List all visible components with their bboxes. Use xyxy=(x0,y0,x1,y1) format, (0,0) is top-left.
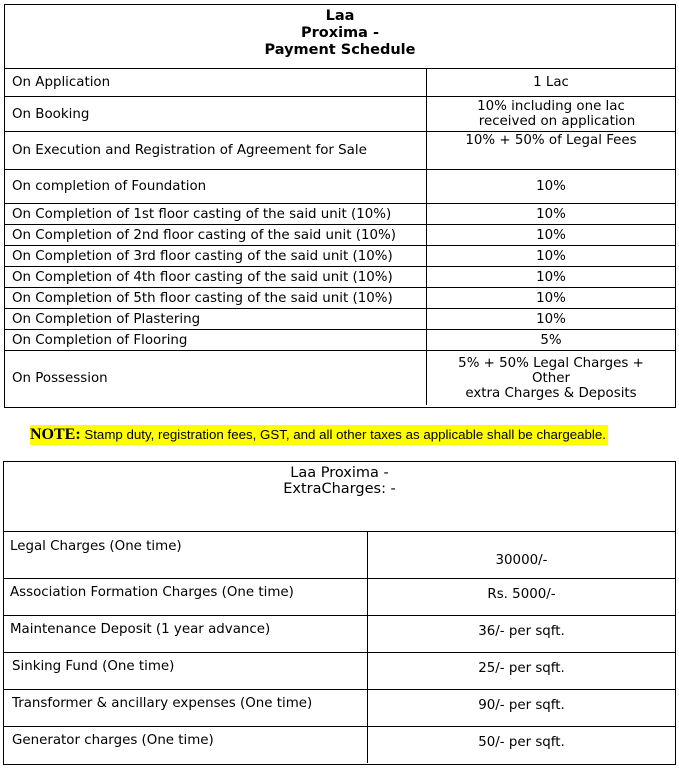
table-row xyxy=(5,246,675,267)
stage-cell: On Completion of 4th floor casting of the said unit (10%) xyxy=(5,267,427,287)
payment-text: 10% xyxy=(536,179,566,194)
payment-text: 10% xyxy=(536,311,566,327)
charge-item-cell: Association Formation Charges (One time) xyxy=(4,579,368,615)
payment-cell xyxy=(427,267,675,287)
table-row xyxy=(5,170,675,204)
table-row xyxy=(5,97,675,132)
charge-item-cell: Sinking Fund (One time) xyxy=(4,653,368,689)
charge-amount-cell: 90/- per sqft. xyxy=(478,698,565,713)
extra-charges-title xyxy=(4,462,675,532)
payment-text: 5% + 50% Legal Charges + xyxy=(458,355,644,371)
title-line: ExtraCharges: - xyxy=(283,481,396,497)
payment-cell xyxy=(427,330,675,350)
title-line: Laa Proxima - xyxy=(290,465,389,481)
stage-cell: On Possession xyxy=(5,351,427,405)
title-line: Payment Schedule xyxy=(264,42,416,58)
stage-cell: On Completion of 3rd floor casting of the said unit (10%) xyxy=(5,246,427,266)
table-row xyxy=(5,351,675,405)
payment-text: 10% xyxy=(536,290,566,306)
table-row xyxy=(5,225,675,246)
stage-cell: On Application xyxy=(5,69,427,96)
payment-text: 10% including one lac xyxy=(477,99,625,114)
tax-note xyxy=(30,425,608,445)
payment-cell xyxy=(427,246,675,266)
payment-text: 10% xyxy=(536,248,566,264)
stage-cell: On Completion of 5th floor casting of the said unit (10%) xyxy=(5,288,427,308)
charge-amount-cell: Rs. 5000/- xyxy=(487,587,556,602)
payment-text: 10% xyxy=(536,269,566,285)
table-row xyxy=(5,330,675,351)
charge-item-cell: Maintenance Deposit (1 year advance) xyxy=(4,616,368,652)
table-row xyxy=(4,690,675,727)
table-row xyxy=(5,204,675,225)
table-row xyxy=(4,727,675,763)
title-line: Proxima - xyxy=(300,25,380,41)
payment-cell xyxy=(427,309,675,329)
stage-cell: On Completion of 1st floor casting of the said unit (10%) xyxy=(5,204,427,224)
payment-cell xyxy=(427,351,675,405)
payment-text: 10% + 50% of Legal Fees xyxy=(465,133,637,148)
payment-text: 10% xyxy=(536,227,566,243)
payment-text: received on application xyxy=(478,114,636,129)
table-row xyxy=(4,653,675,690)
payment-cell xyxy=(427,204,675,224)
payment-text: 5% xyxy=(540,332,562,348)
payment-schedule-title xyxy=(5,5,675,69)
payment-schedule-table xyxy=(4,4,676,408)
payment-cell xyxy=(427,288,675,308)
note-label: NOTE: xyxy=(30,426,81,443)
table-row xyxy=(4,532,675,579)
table-row xyxy=(5,288,675,309)
payment-text: Other xyxy=(531,370,571,386)
payment-text: 10% xyxy=(536,206,566,222)
table-row xyxy=(4,579,675,616)
stage-cell: On Completion of Flooring xyxy=(5,330,427,350)
table-row xyxy=(5,132,675,170)
table-row xyxy=(5,267,675,288)
stage-cell: On Completion of Plastering xyxy=(5,309,427,329)
payment-cell xyxy=(427,225,675,245)
charge-item-cell: Generator charges (One time) xyxy=(4,727,368,763)
charge-amount-cell: 25/- per sqft. xyxy=(478,661,565,676)
charge-amount-cell: 30000/- xyxy=(495,553,548,568)
table-row xyxy=(5,69,675,97)
payment-cell xyxy=(427,170,675,203)
payment-cell xyxy=(427,69,675,96)
charge-item-cell: Transformer & ancillary expenses (One time) xyxy=(4,690,368,726)
title-line: Laa xyxy=(325,8,355,24)
payment-cell xyxy=(427,97,675,131)
stage-cell: On completion of Foundation xyxy=(5,170,427,203)
payment-cell xyxy=(427,132,675,169)
table-row xyxy=(4,616,675,653)
charge-amount-cell: 36/- per sqft. xyxy=(478,624,565,639)
extra-charges-table xyxy=(3,461,676,765)
charge-item-cell: Legal Charges (One time) xyxy=(4,532,368,578)
stage-cell: On Booking xyxy=(5,97,427,131)
stage-cell: On Execution and Registration of Agreement for Sale xyxy=(5,132,427,169)
payment-text: extra Charges & Deposits xyxy=(465,385,637,401)
stage-cell: On Completion of 2nd floor casting of the said unit (10%) xyxy=(5,225,427,245)
note-text: Stamp duty, registration fees, GST, and all other taxes as applicable shall be chargeable. xyxy=(80,427,606,442)
charge-amount-cell: 50/- per sqft. xyxy=(478,735,565,750)
table-row xyxy=(5,309,675,330)
payment-text: 1 Lac xyxy=(533,75,569,90)
